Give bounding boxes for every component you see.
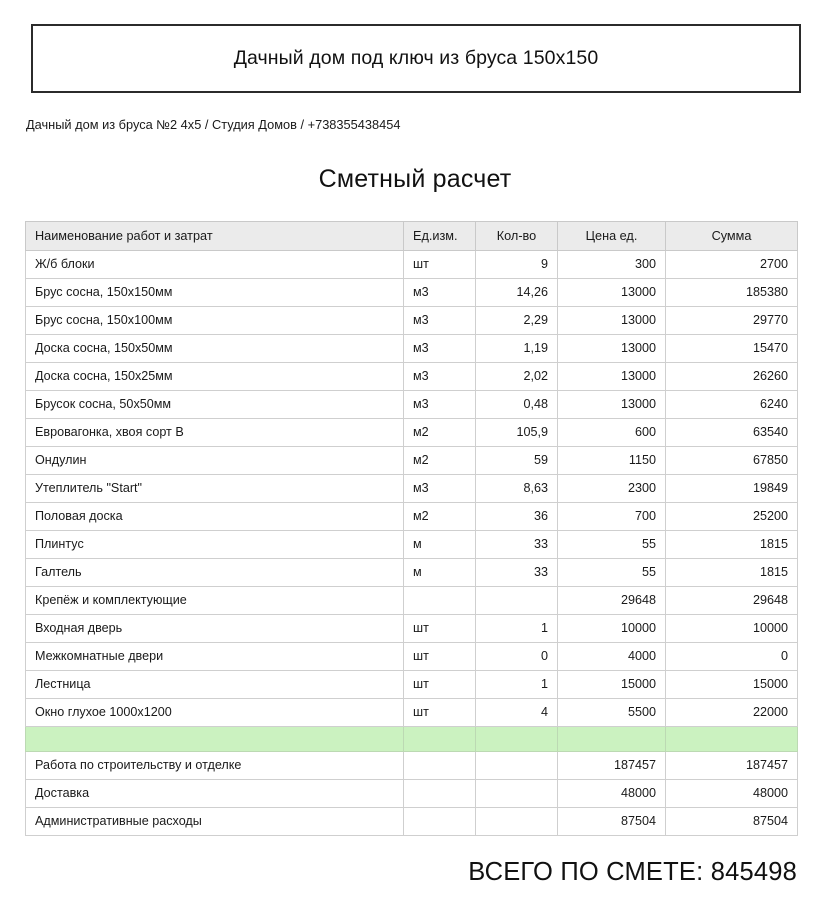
cell-quantity: 59	[476, 447, 558, 475]
cell-sum: 187457	[666, 752, 798, 780]
cell-name: Работа по строительству и отделке	[26, 752, 404, 780]
cell-name: Плинтус	[26, 531, 404, 559]
cell-unit: м3	[404, 475, 476, 503]
table-body	[26, 251, 798, 836]
column-header-price: Цена ед.	[558, 222, 666, 251]
cell-name: Утеплитель "Start"	[26, 475, 404, 503]
cell-name: Входная дверь	[26, 615, 404, 643]
cell-quantity: 4	[476, 699, 558, 727]
grand-total: ВСЕГО ПО СМЕТЕ: 845498	[468, 858, 797, 886]
cell-unit-price: 187457	[558, 752, 666, 780]
table-row	[26, 752, 798, 780]
cell-sum: 48000	[666, 780, 798, 808]
document-subtitle: Дачный дом из бруса №2 4х5 / Студия Домов / +738355438454	[26, 117, 401, 132]
table-row	[26, 808, 798, 836]
cell-quantity: 14,26	[476, 279, 558, 307]
cell-unit: м3	[404, 391, 476, 419]
cell-quantity: 0	[476, 643, 558, 671]
cell-quantity: 33	[476, 531, 558, 559]
cell-quantity: 8,63	[476, 475, 558, 503]
table-row	[26, 363, 798, 391]
cell-unit-price: 4000	[558, 643, 666, 671]
cell-unit-price: 13000	[558, 279, 666, 307]
cell-unit-price: 55	[558, 559, 666, 587]
cell-unit-price: 13000	[558, 307, 666, 335]
cell-sum: 1815	[666, 559, 798, 587]
cell-unit: м3	[404, 279, 476, 307]
cell-sum: 0	[666, 643, 798, 671]
cell-unit-price: 55	[558, 531, 666, 559]
cell-unit	[404, 727, 476, 752]
cell-name: Лестница	[26, 671, 404, 699]
cell-name: Галтель	[26, 559, 404, 587]
cell-unit-price: 1150	[558, 447, 666, 475]
table-row	[26, 780, 798, 808]
cell-unit: м	[404, 559, 476, 587]
cell-unit: шт	[404, 615, 476, 643]
cell-name	[26, 727, 404, 752]
table-row	[26, 503, 798, 531]
column-header-qty: Кол-во	[476, 222, 558, 251]
cell-quantity: 1	[476, 615, 558, 643]
cell-unit-price: 700	[558, 503, 666, 531]
table-row	[26, 559, 798, 587]
cell-name: Брус сосна, 150х100мм	[26, 307, 404, 335]
cell-unit: м2	[404, 419, 476, 447]
cell-unit: шт	[404, 643, 476, 671]
estimate-table	[25, 221, 798, 836]
cell-quantity: 1	[476, 671, 558, 699]
cell-sum: 185380	[666, 279, 798, 307]
cell-unit: м3	[404, 363, 476, 391]
table-spacer-row	[26, 727, 798, 752]
cell-quantity: 36	[476, 503, 558, 531]
table-header	[26, 222, 798, 251]
cell-unit: шт	[404, 251, 476, 279]
table-header-row	[26, 222, 798, 251]
cell-unit-price: 2300	[558, 475, 666, 503]
page-title: Дачный дом под ключ из бруса 150х150	[233, 47, 599, 69]
table-row	[26, 447, 798, 475]
cell-sum: 15470	[666, 335, 798, 363]
cell-sum: 6240	[666, 391, 798, 419]
cell-quantity: 1,19	[476, 335, 558, 363]
cell-unit-price: 300	[558, 251, 666, 279]
cell-quantity	[476, 587, 558, 615]
section-heading: Сметный расчет	[318, 165, 512, 193]
table-row	[26, 531, 798, 559]
table-row	[26, 699, 798, 727]
table-row	[26, 391, 798, 419]
cell-sum: 26260	[666, 363, 798, 391]
cell-quantity: 2,29	[476, 307, 558, 335]
cell-name: Окно глухое 1000х1200	[26, 699, 404, 727]
cell-sum: 29770	[666, 307, 798, 335]
cell-sum: 1815	[666, 531, 798, 559]
cell-unit-price: 29648	[558, 587, 666, 615]
cell-name: Доска сосна, 150х50мм	[26, 335, 404, 363]
cell-quantity	[476, 727, 558, 752]
document-title-box	[31, 24, 801, 93]
column-header-unit: Ед.изм.	[404, 222, 476, 251]
cell-unit: м2	[404, 447, 476, 475]
table-row	[26, 279, 798, 307]
cell-quantity	[476, 752, 558, 780]
cell-unit-price	[558, 727, 666, 752]
estimate-table-container	[25, 221, 797, 836]
cell-unit-price: 87504	[558, 808, 666, 836]
cell-sum: 22000	[666, 699, 798, 727]
table-row	[26, 307, 798, 335]
cell-unit	[404, 808, 476, 836]
cell-sum: 29648	[666, 587, 798, 615]
cell-name: Брус сосна, 150х150мм	[26, 279, 404, 307]
cell-name: Межкомнатные двери	[26, 643, 404, 671]
cell-sum: 19849	[666, 475, 798, 503]
cell-name: Крепёж и комплектующие	[26, 587, 404, 615]
cell-sum: 15000	[666, 671, 798, 699]
cell-name: Брусок сосна, 50х50мм	[26, 391, 404, 419]
table-row	[26, 587, 798, 615]
cell-name: Административные расходы	[26, 808, 404, 836]
table-row	[26, 615, 798, 643]
cell-name: Доставка	[26, 780, 404, 808]
cell-unit: шт	[404, 671, 476, 699]
column-header-name: Наименование работ и затрат	[26, 222, 404, 251]
cell-quantity	[476, 808, 558, 836]
cell-unit-price: 13000	[558, 335, 666, 363]
cell-name: Ондулин	[26, 447, 404, 475]
cell-unit	[404, 780, 476, 808]
cell-sum	[666, 727, 798, 752]
cell-unit-price: 10000	[558, 615, 666, 643]
cell-unit-price: 600	[558, 419, 666, 447]
cell-unit: м3	[404, 307, 476, 335]
cell-quantity	[476, 780, 558, 808]
cell-sum: 63540	[666, 419, 798, 447]
cell-unit: м	[404, 531, 476, 559]
cell-unit-price: 5500	[558, 699, 666, 727]
cell-quantity: 9	[476, 251, 558, 279]
column-header-sum: Сумма	[666, 222, 798, 251]
cell-unit	[404, 587, 476, 615]
cell-unit	[404, 752, 476, 780]
cell-unit: шт	[404, 699, 476, 727]
cell-quantity: 33	[476, 559, 558, 587]
cell-quantity: 105,9	[476, 419, 558, 447]
cell-name: Евровагонка, хвоя сорт В	[26, 419, 404, 447]
cell-unit-price: 48000	[558, 780, 666, 808]
cell-name: Половая доска	[26, 503, 404, 531]
cell-unit: м3	[404, 335, 476, 363]
cell-name: Ж/б блоки	[26, 251, 404, 279]
cell-name: Доска сосна, 150х25мм	[26, 363, 404, 391]
cell-unit-price: 15000	[558, 671, 666, 699]
cell-quantity: 0,48	[476, 391, 558, 419]
cell-unit-price: 13000	[558, 363, 666, 391]
cell-unit-price: 13000	[558, 391, 666, 419]
table-row	[26, 643, 798, 671]
cell-sum: 87504	[666, 808, 798, 836]
cell-unit: м2	[404, 503, 476, 531]
table-row	[26, 671, 798, 699]
cell-sum: 25200	[666, 503, 798, 531]
table-row	[26, 335, 798, 363]
cell-sum: 67850	[666, 447, 798, 475]
cell-sum: 10000	[666, 615, 798, 643]
table-row	[26, 251, 798, 279]
table-row	[26, 475, 798, 503]
cell-sum: 2700	[666, 251, 798, 279]
table-row	[26, 419, 798, 447]
cell-quantity: 2,02	[476, 363, 558, 391]
